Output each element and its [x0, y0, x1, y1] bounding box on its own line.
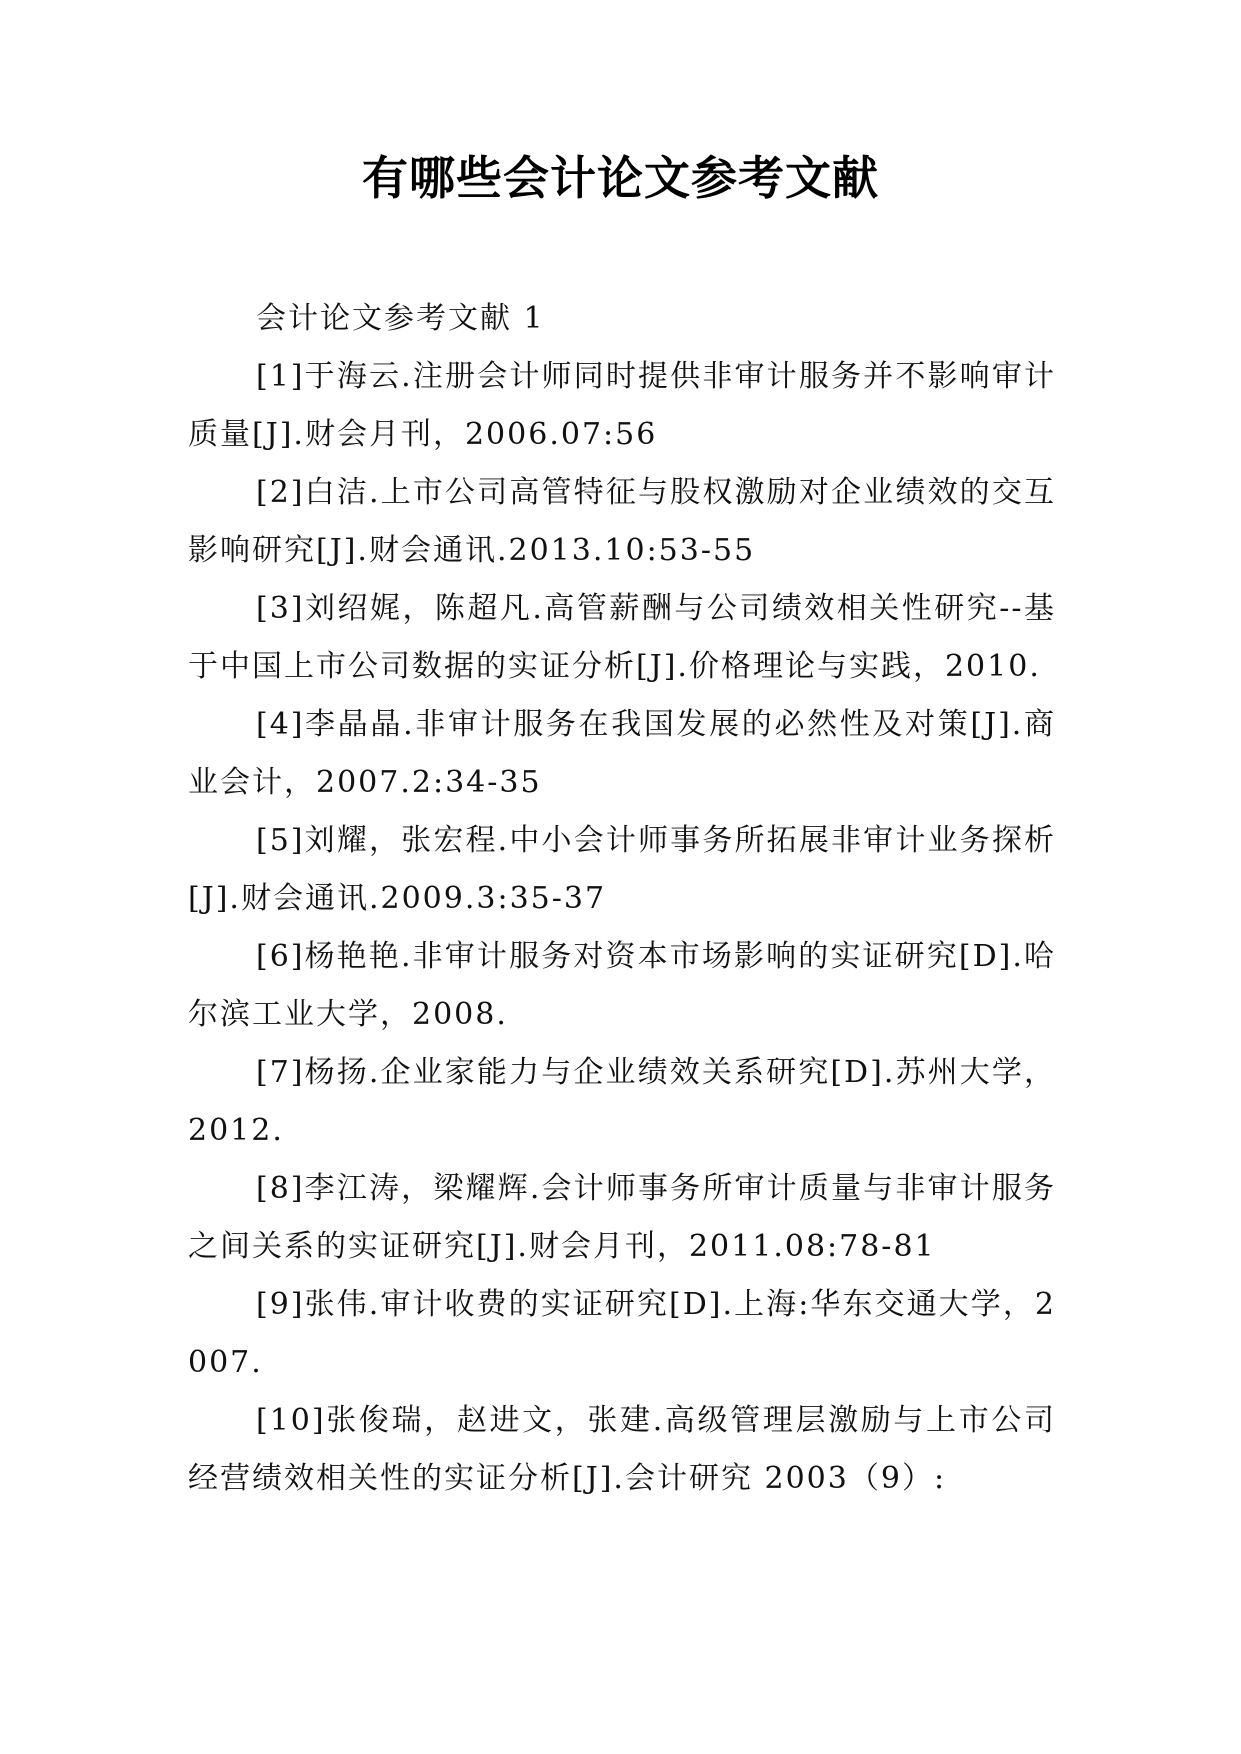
reference-item-9: [9]张伟.审计收费的实证研究[D].上海:华东交通大学，2007.	[188, 1287, 1056, 1380]
document-title: 有哪些会计论文参考文献	[362, 151, 879, 205]
reference-item-7: [7]杨扬.企业家能力与企业绩效关系研究[D].苏州大学，2012.	[188, 1055, 1056, 1148]
reference-item-2: [2]白洁.上市公司高管特征与股权激励对企业绩效的交互影响研究[J].财会通讯.2013.10:53-55	[188, 475, 1056, 568]
section-heading: 会计论文参考文献 1	[256, 301, 545, 336]
reference-item-3: [3]刘绍娓，陈超凡.高管薪酬与公司绩效相关性研究--基于中国上市公司数据的实证分析[J].价格理论与实践，2010.	[188, 591, 1056, 684]
reference-item-5: [5]刘耀，张宏程.中小会计师事务所拓展非审计业务探析[J].财会通讯.2009.3:35-37	[188, 823, 1056, 916]
reference-item-10: [10]张俊瑞，赵进文，张建.高级管理层激励与上市公司经营绩效相关性的实证分析[J].会计研究 2003（9）:	[188, 1403, 1056, 1496]
document-body	[188, 290, 1056, 1508]
reference-item-8: [8]李江涛，梁耀辉.会计师事务所审计质量与非审计服务之间关系的实证研究[J].财会月刊，2011.08:78-81	[188, 1171, 1056, 1264]
reference-item-4: [4]李晶晶.非审计服务在我国发展的必然性及对策[J].商业会计，2007.2:34-35	[188, 707, 1056, 800]
reference-item-1: [1]于海云.注册会计师同时提供非审计服务并不影响审计质量[J].财会月刊，2006.07:56	[188, 359, 1056, 452]
reference-item-6: [6]杨艳艳.非审计服务对资本市场影响的实证研究[D].哈尔滨工业大学，2008.	[188, 939, 1056, 1032]
